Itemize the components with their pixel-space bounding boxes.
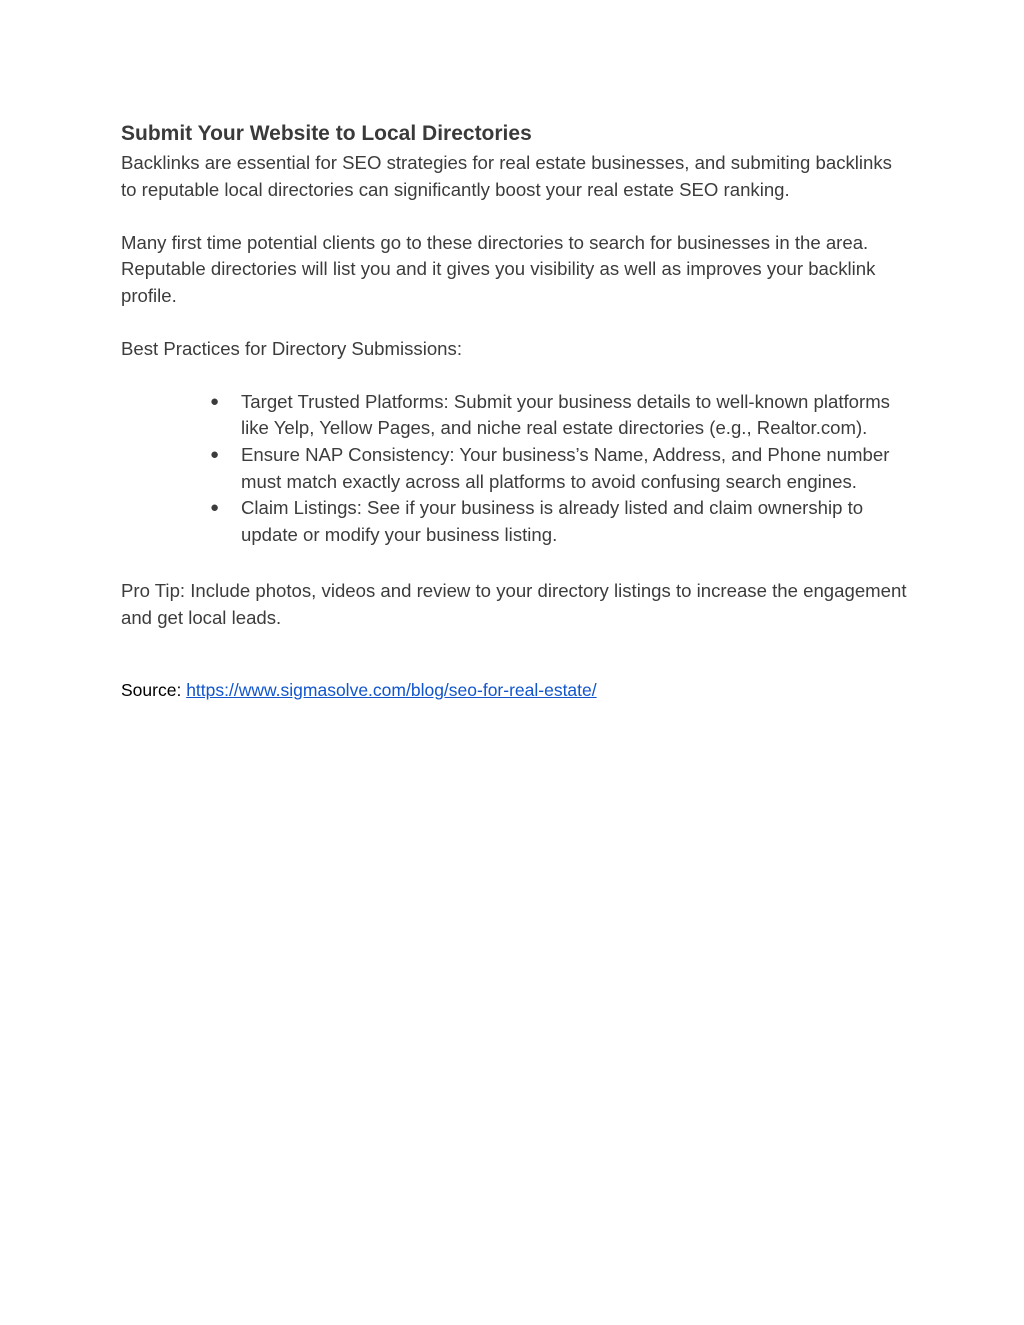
- document-page: [121, 118, 911, 719]
- paragraph-backlinks: Backlinks are essential for SEO strategies for real estate businesses, and submiting backlinks to reputable local directories can significantly boost your real estate SEO ranking.: [121, 152, 892, 200]
- pro-tip: Pro Tip: Include photos, videos and review to your directory listings to increase the engagement and get local leads.: [121, 580, 907, 628]
- section-heading: Submit Your Website to Local Directories: [121, 122, 532, 145]
- source-link[interactable]: https://www.sigmasolve.com/blog/seo-for-real-estate/: [186, 679, 597, 700]
- source-line: [121, 678, 911, 702]
- list-item: [210, 495, 911, 548]
- paragraph-directories: Many first time potential clients go to these directories to search for businesses in the area. Reputable directories will list you and it gives you visibility as well as improves your backlink profile.: [121, 231, 876, 306]
- list-item-text: Target Trusted Platforms: Submit your business details to well-known platforms like Yelp, Yellow Pages, and niche real estate directories (e.g., Realtor.com).: [241, 390, 890, 439]
- source-label: Source:: [121, 679, 187, 700]
- list-item-text: Ensure NAP Consistency: Your business’s Name, Address, and Phone number must match exactly across all platforms to avoid confusing search engines.: [241, 443, 890, 492]
- list-item: [210, 389, 911, 442]
- list-item: [210, 442, 911, 495]
- best-practices-list: [121, 389, 911, 549]
- bullet-icon: ●: [210, 392, 220, 410]
- bullet-icon: ●: [210, 445, 220, 463]
- bullet-icon: ●: [210, 499, 220, 517]
- list-item-text: Claim Listings: See if your business is already listed and claim ownership to update or modify your business listing.: [241, 497, 864, 545]
- paragraph-best-practices: Best Practices for Directory Submissions:: [121, 338, 462, 360]
